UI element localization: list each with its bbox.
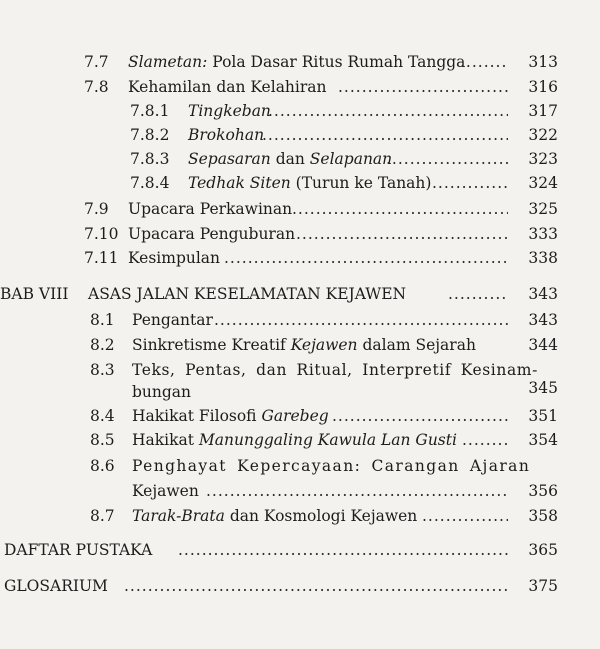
leader-dots [124,576,508,596]
entry-number: 7.8 [84,78,109,96]
leader-dots [386,149,508,169]
entry-title-line-1: Penghayat Kepercayaan: Carangan Ajaran [132,457,531,475]
entry-title: Sinkretisme Kreatif Kejawen dalam Sejarah [132,336,476,354]
entry-title: Pengantar [132,311,213,329]
entry-number: 8.6 [90,457,115,475]
leader-dots [214,310,508,330]
entry-number: 7.10 [84,225,119,243]
entry-number: 7.9 [84,200,109,218]
page-number: 316 [528,78,558,96]
entry-number: 8.1 [90,311,115,329]
page-number: 338 [528,249,558,267]
page-number: 317 [528,102,558,120]
page-number: 345 [528,379,558,397]
chapter-title: ASAS JALAN KESELAMATAN KEJAWEN [88,285,407,303]
leader-dots [422,506,508,526]
entry-number: 7.8.3 [130,150,170,168]
entry-title-line-1: Teks, Pentas, dan Ritual, Interpretif Kesinam- [132,361,538,379]
entry-title: Brokohan [188,126,265,144]
leader-dots [206,481,508,501]
entry-number: 8.7 [90,507,115,525]
leader-dots [462,430,508,450]
page-number: 325 [528,200,558,218]
leader-dots [460,52,508,72]
leader-dots [262,125,508,145]
page-number: 354 [528,431,558,449]
leader-dots [296,224,508,244]
entry-title: Slametan: Pola Dasar Ritus Rumah Tangga [128,53,466,71]
entry-title: Tingkeban [188,102,271,120]
entry-title: Tedhak Siten (Turun ke Tanah) [188,174,432,192]
leader-dots [178,540,508,560]
entry-number: 7.8.1 [130,102,170,120]
entry-title: Kehamilan dan Kelahiran [128,78,327,96]
entry-number: 7.8.4 [130,174,170,192]
chapter-number: BAB VIII [0,285,69,303]
entry-number: 7.11 [84,249,119,267]
page-number: 343 [528,311,558,329]
entry-number: 8.3 [90,361,115,379]
leader-dots [448,284,508,304]
leader-dots [332,406,508,426]
leader-dots [432,173,508,193]
entry-title-line-2: Kejawen [132,482,199,500]
page-number: 358 [528,507,558,525]
entry-title-line-2: bungan [132,383,192,401]
page-number: 375 [528,577,558,595]
page-number: 344 [528,336,558,354]
section-title: GLOSARIUM [4,577,108,595]
entry-title: Kesimpulan [128,249,221,267]
entry-number: 8.2 [90,336,115,354]
section-title: DAFTAR PUSTAKA [4,541,153,559]
leader-dots [338,77,508,97]
entry-title: Tarak-Brata dan Kosmologi Kejawen [132,507,418,525]
entry-title: Hakikat Manunggaling Kawula Lan Gusti [132,431,457,449]
page-number: 313 [528,53,558,71]
entry-number: 8.4 [90,407,115,425]
page-number: 365 [528,541,558,559]
entry-number: 7.7 [84,53,109,71]
entry-number: 8.5 [90,431,115,449]
page-number: 343 [528,285,558,303]
page-number: 322 [528,126,558,144]
page-number: 351 [528,407,558,425]
entry-title: Hakikat Filosofi Garebeg [132,407,329,425]
entry-title: Upacara Penguburan [128,225,296,243]
entry-number: 7.8.2 [130,126,170,144]
leader-dots [268,101,508,121]
page-number: 356 [528,482,558,500]
leader-dots [224,248,508,268]
entry-title: Upacara Perkawinan [128,200,293,218]
leader-dots [292,199,508,219]
entry-title: Sepasaran dan Selapanan [188,150,393,168]
page-number: 324 [528,174,558,192]
page-number: 333 [528,225,558,243]
page-number: 323 [528,150,558,168]
